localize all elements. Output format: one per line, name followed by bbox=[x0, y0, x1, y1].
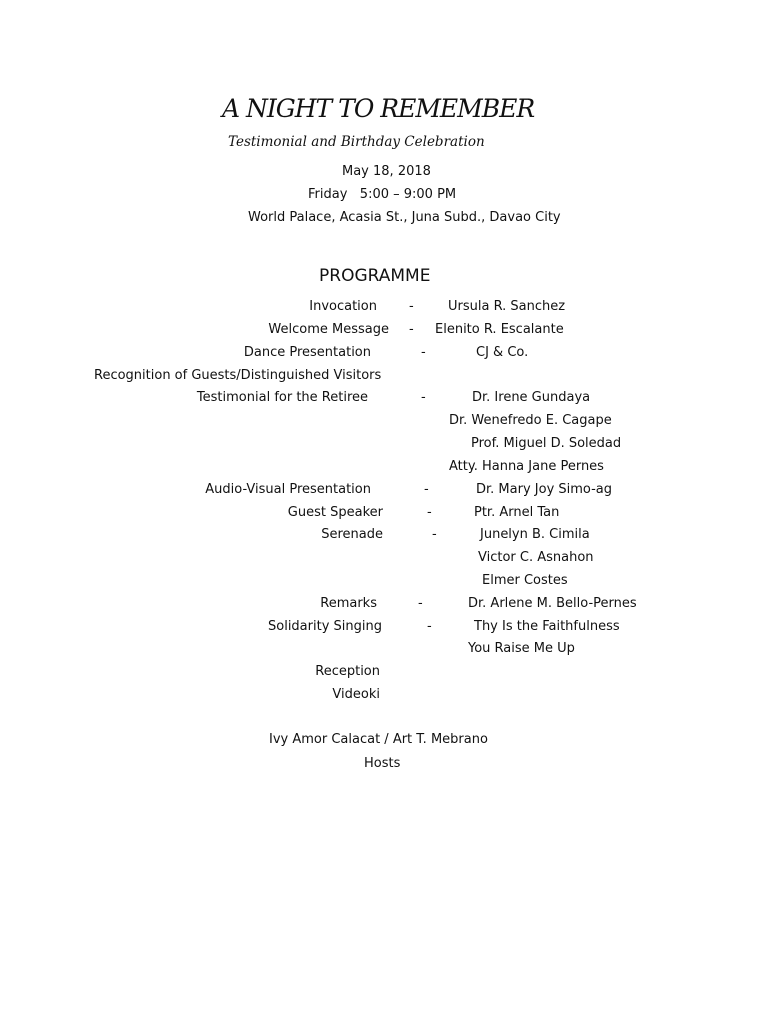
programme-separator: - bbox=[421, 390, 426, 405]
event-time: Friday 5:00 – 9:00 PM bbox=[308, 187, 457, 202]
programme-item-label: Reception bbox=[315, 664, 380, 679]
hosts-names: Ivy Amor Calacat / Art T. Mebrano bbox=[269, 732, 488, 747]
programme-separator: - bbox=[409, 322, 414, 337]
programme-item-label: Testimonial for the Retiree bbox=[196, 390, 368, 405]
event-title: A NIGHT TO REMEMBER bbox=[222, 94, 535, 123]
programme-item-person: Victor C. Asnahon bbox=[478, 550, 594, 565]
programme-separator: - bbox=[409, 299, 414, 314]
event-venue: World Palace, Acasia St., Juna Subd., Davao City bbox=[248, 210, 561, 225]
programme-item-person: Dr. Mary Joy Simo-ag bbox=[476, 482, 613, 497]
programme-item-label: Videoki bbox=[332, 687, 380, 702]
programme-item-label: Invocation bbox=[309, 299, 377, 314]
programme-item-label: Welcome Message bbox=[268, 322, 389, 337]
programme-item-label: Recognition of Guests/Distinguished Visitors bbox=[94, 368, 382, 383]
programme-heading: PROGRAMME bbox=[319, 266, 431, 286]
programme-separator: - bbox=[424, 482, 429, 497]
programme-item-person: Elenito R. Escalante bbox=[435, 322, 564, 337]
programme-item-label: Remarks bbox=[320, 596, 377, 611]
programme-item-person: Atty. Hanna Jane Pernes bbox=[449, 459, 604, 474]
programme-separator: - bbox=[421, 345, 426, 360]
programme-item-label: Serenade bbox=[321, 527, 383, 542]
programme-item-person: Dr. Wenefredo E. Cagape bbox=[449, 413, 612, 428]
programme-item-person: Thy Is the Faithfulness bbox=[474, 619, 620, 634]
hosts-label: Hosts bbox=[364, 756, 401, 771]
programme-item-person: Prof. Miguel D. Soledad bbox=[471, 436, 622, 451]
programme-item-person: Dr. Irene Gundaya bbox=[472, 390, 591, 405]
programme-separator: - bbox=[427, 505, 432, 520]
programme-item-label: Audio-Visual Presentation bbox=[205, 482, 371, 497]
event-date: May 18, 2018 bbox=[342, 164, 431, 179]
programme-item-label: Solidarity Singing bbox=[268, 619, 382, 634]
programme-separator: - bbox=[427, 619, 432, 634]
programme-separator: - bbox=[418, 596, 423, 611]
programme-item-person: Junelyn B. Cimila bbox=[480, 527, 590, 542]
programme-item-label: Dance Presentation bbox=[243, 345, 371, 360]
programme-item-person: You Raise Me Up bbox=[468, 641, 575, 656]
programme-item-person: Elmer Costes bbox=[482, 573, 568, 588]
programme-item-person: Ptr. Arnel Tan bbox=[474, 505, 560, 520]
programme-item-person: Ursula R. Sanchez bbox=[448, 299, 566, 314]
programme-item-label: Guest Speaker bbox=[287, 505, 383, 520]
event-subtitle: Testimonial and Birthday Celebration bbox=[228, 134, 485, 150]
programme-separator: - bbox=[432, 527, 437, 542]
programme-item-person: CJ & Co. bbox=[476, 345, 529, 360]
programme-item-person: Dr. Arlene M. Bello-Pernes bbox=[468, 596, 637, 611]
